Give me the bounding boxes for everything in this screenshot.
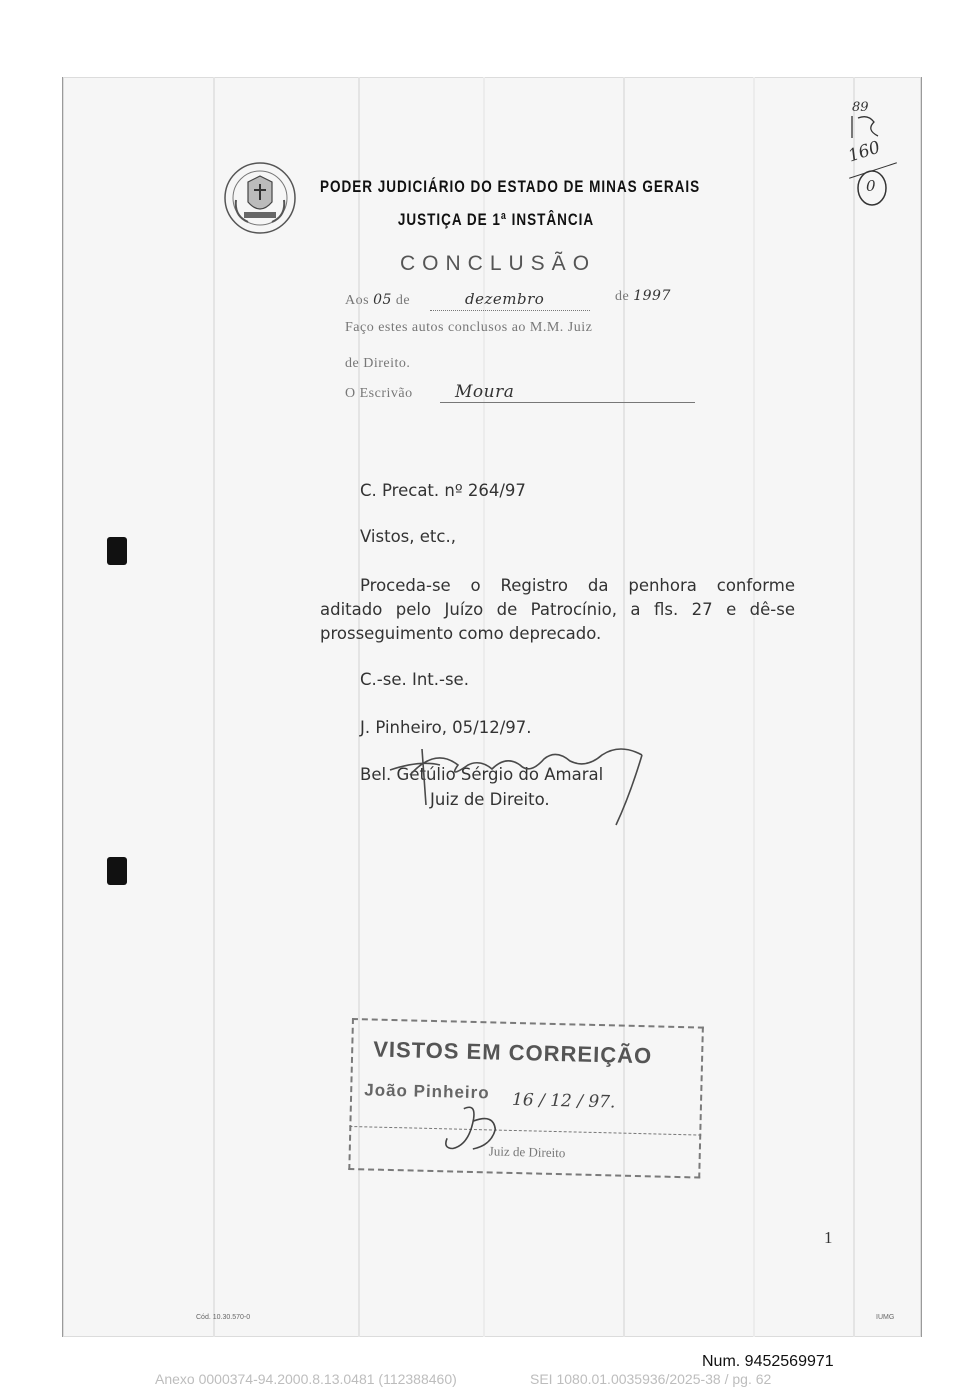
form-mark: IUMG	[876, 1314, 895, 1321]
margin-mark-icon	[848, 112, 888, 142]
conclusao-month: dezembro	[465, 290, 545, 308]
conclusao-year-wrap	[615, 288, 671, 305]
correicao-stamp	[348, 1018, 704, 1179]
sei-reference: SEI 1080.01.0035936/2025-38 / pg. 62	[530, 1371, 772, 1387]
paragraph-line: prosseguimento como deprecado.	[320, 624, 602, 643]
stamp-signature	[432, 1098, 514, 1170]
court-header-line1: PODER JUDICIÁRIO DO ESTADO DE MINAS GERAIS	[320, 178, 701, 196]
form-code: Cód. 10.30.570-0	[196, 1314, 251, 1321]
paragraph-line: Proceda-se o Registro da penhora conforme	[360, 576, 795, 595]
binder-hole-bottom	[107, 857, 127, 885]
state-seal-icon	[222, 160, 298, 236]
judge-signature	[380, 735, 670, 830]
de2-label: de	[615, 289, 630, 304]
conclusao-day: 05	[373, 292, 392, 308]
court-header-line2: JUSTIÇA DE 1ª INSTÂNCIA	[397, 211, 595, 229]
stamp-role: Juiz de Direito	[488, 1143, 566, 1161]
judge-title: Juiz de Direito.	[430, 790, 550, 809]
escrivao-signature: Moura	[455, 382, 515, 402]
margin-note-a: 89	[852, 100, 869, 115]
de-label: de	[395, 293, 411, 308]
margin-note-c: 0	[866, 177, 876, 195]
judge-name: Bel. Getúlio Sérgio do Amaral	[360, 765, 604, 784]
conclusao-year: 1997	[633, 288, 671, 304]
page-number: 1	[824, 1228, 833, 1247]
stamp-place: João Pinheiro	[364, 1080, 490, 1103]
court-header	[320, 178, 701, 229]
escrivao-label: O Escrivão	[345, 386, 413, 401]
conclusao-line3: de Direito.	[345, 356, 411, 371]
stamp-date: 16 / 12 / 97.	[511, 1089, 616, 1113]
stamp-title: VISTOS EM CORREIÇÃO	[372, 1036, 653, 1069]
document-number: Num. 9452569971	[702, 1353, 834, 1370]
vistos-line: Vistos, etc.,	[360, 527, 456, 546]
paragraph-line: aditado pelo Juízo de Patrocínio, a fls. 27 e dê-se	[320, 600, 795, 619]
binder-hole-top	[107, 537, 127, 565]
annex-reference: Anexo 0000374-94.2000.8.13.0481 (112388460)	[155, 1371, 457, 1387]
precatoria-reference: C. Precat. nº 264/97	[360, 481, 526, 500]
despacho-paragraph	[320, 574, 795, 646]
conclusao-title: CONCLUSÃO	[400, 252, 597, 275]
margin-note-b: 160	[845, 137, 883, 167]
conclusao-line2: Faço estes autos conclusos ao M.M. Juiz	[345, 320, 593, 335]
place-date: J. Pinheiro, 05/12/97.	[360, 718, 532, 737]
aos-label: Aos	[345, 293, 370, 308]
conclusao-line1	[345, 292, 410, 309]
cse-line: C.-se. Int.-se.	[360, 670, 469, 689]
